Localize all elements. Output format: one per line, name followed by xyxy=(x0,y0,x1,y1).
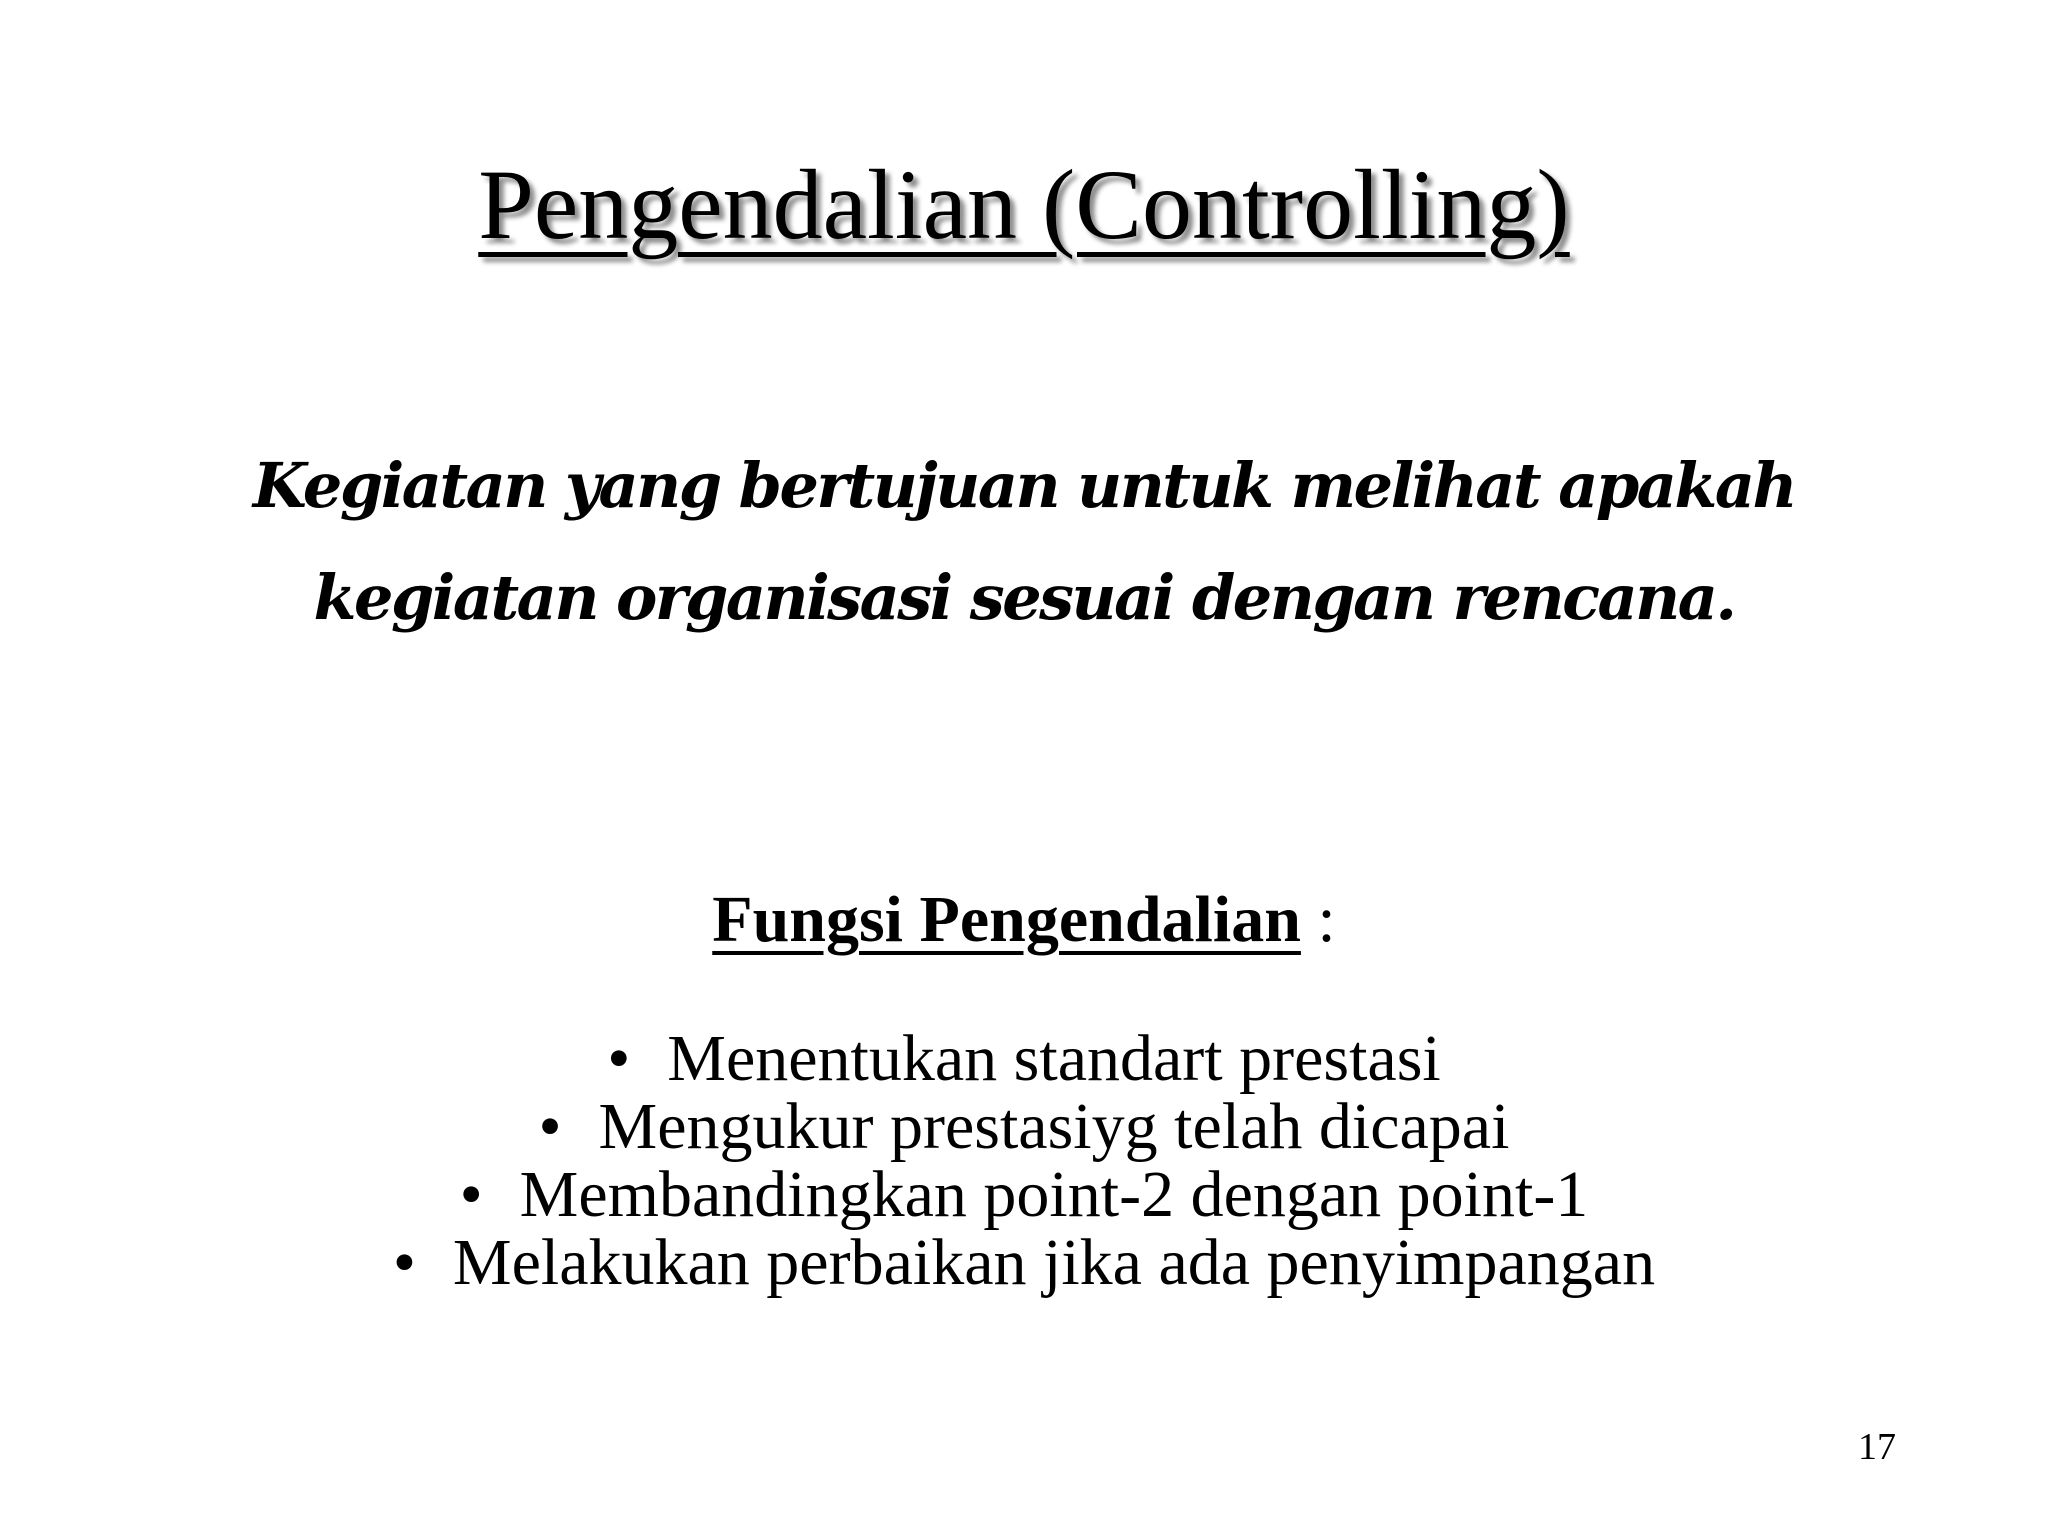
bullet-icon: • xyxy=(538,1090,562,1163)
bullet-icon: • xyxy=(607,1022,631,1095)
list-item xyxy=(0,1158,2048,1231)
fungsi-heading xyxy=(0,880,2048,960)
list-item-text: Mengukur prestasiyg telah dicapai xyxy=(598,1090,1510,1163)
list-item xyxy=(0,1090,2048,1163)
list-item-text: Membandingkan point-2 dengan point-1 xyxy=(519,1158,1589,1231)
list-item xyxy=(0,1022,2048,1095)
slide-title: Pengendalian (Controlling) xyxy=(478,149,1570,260)
fungsi-list xyxy=(0,1022,2048,1299)
definition-text: Kegiatan yang bertujuan untuk melihat apakah kegiatan organisasi sesuai dengan rencana. xyxy=(252,449,1796,634)
bullet-icon: • xyxy=(459,1158,483,1231)
list-item-text: Menentukan standart prestasi xyxy=(667,1022,1441,1095)
fungsi-heading-label: Fungsi Pengendalian xyxy=(712,883,1301,956)
list-item-text: Melakukan perbaikan jika ada penyimpangan xyxy=(452,1226,1656,1299)
bullet-icon: • xyxy=(392,1226,416,1299)
list-item xyxy=(0,1226,2048,1299)
page-number: 17 xyxy=(1858,1426,1896,1468)
fungsi-heading-colon: : xyxy=(1300,883,1336,956)
